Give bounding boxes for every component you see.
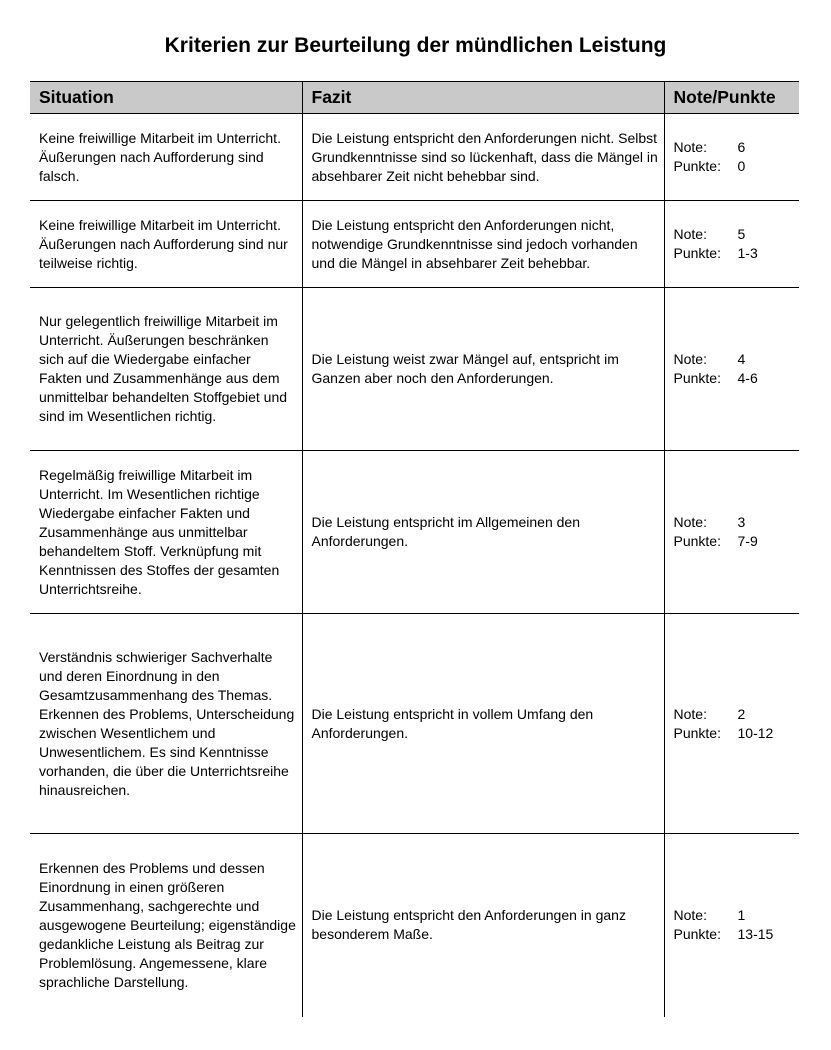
- punkte-value: 7-9: [737, 533, 758, 549]
- note-value: 3: [737, 514, 746, 530]
- fazit-cell: Die Leistung weist zwar Mängel auf, entspricht im Ganzen aber noch den Anforderungen.: [302, 288, 664, 451]
- grade-cell: [664, 834, 799, 1017]
- grade-cell: [664, 614, 799, 834]
- situation-cell: Verständnis schwieriger Sachverhalte und deren Einordnung in den Gesamtzusammenhang des Themas. Erkennen des Problems, Unterscheidung zwischen Wesentlichem und Unwesentlichem. Es sind Kenntnisse vorhanden, die über die Unterrichtsreihe hinausreichen.: [30, 614, 302, 834]
- punkte-value: 13-15: [737, 926, 774, 943]
- table-row: [30, 288, 799, 451]
- punkte-label: Punkte:: [673, 533, 721, 549]
- punkte-value: 10-12: [737, 724, 774, 741]
- page-title: Kriterien zur Beurteilung der mündlichen Leistung: [164, 34, 667, 57]
- table-header-row: [30, 82, 799, 114]
- column-header-fazit: Fazit: [302, 82, 664, 114]
- situation-cell: Regelmäßig freiwillige Mitarbeit im Unterricht. Im Wesentlichen richtige Wiedergabe einfacher Fakten und Zusammenhänge aus unmittelbar behandeltem Stoff. Verknüpfung mit Kenntnissen des Stoffes der gesamten Unterrichtsreihe.: [30, 451, 302, 614]
- fazit-cell: Die Leistung entspricht den Anforderungen in ganz besonderem Maße.: [302, 834, 664, 1017]
- table-row: [30, 114, 799, 201]
- column-header-situation: Situation: [30, 82, 302, 114]
- note-value: 1: [737, 907, 746, 924]
- grade-cell: [664, 114, 799, 201]
- punkte-label: Punkte:: [673, 370, 721, 386]
- table-row: [30, 201, 799, 288]
- note-label: Note:: [673, 705, 707, 722]
- punkte-label: Punkte:: [673, 926, 721, 943]
- fazit-cell: Die Leistung entspricht den Anforderungen nicht. Selbst Grundkenntnisse sind so lückenhaft, dass die Mängel in absehbarer Zeit nicht behebbar sind.: [302, 114, 664, 201]
- note-label: Note:: [673, 514, 707, 530]
- note-label: Note:: [673, 226, 707, 242]
- grade-cell: [664, 201, 799, 288]
- grade-cell: [664, 451, 799, 614]
- criteria-table: [30, 81, 799, 1017]
- note-label: Note:: [673, 351, 707, 367]
- table-row: [30, 451, 799, 614]
- note-value: 2: [737, 705, 746, 722]
- table-row: [30, 614, 799, 834]
- grade-cell: [664, 288, 799, 451]
- punkte-label: Punkte:: [673, 245, 721, 261]
- situation-cell: Nur gelegentlich freiwillige Mitarbeit im Unterricht. Äußerungen beschränken sich auf die Wiedergabe einfacher Fakten und Zusammenhänge aus dem unmittelbar behandelten Stoffgebiet und sind im Wesentlichen richtig.: [30, 288, 302, 451]
- punkte-label: Punkte:: [673, 158, 721, 174]
- punkte-label: Punkte:: [673, 724, 721, 741]
- situation-cell: Keine freiwillige Mitarbeit im Unterricht. Äußerungen nach Aufforderung sind falsch.: [30, 114, 302, 201]
- fazit-cell: Die Leistung entspricht in vollem Umfang den Anforderungen.: [302, 614, 664, 834]
- fazit-cell: Die Leistung entspricht den Anforderungen nicht, notwendige Grundkenntnisse sind jedoch vorhanden und die Mängel in absehbarer Zeit behebbar.: [302, 201, 664, 288]
- situation-cell: Erkennen des Problems und dessen Einordnung in einen größeren Zusammenhang, sachgerechte und ausgewogene Beurteilung; eigenständige gedankliche Leistung als Beitrag zur Problemlösung. Angemessene, klare sprachliche Darstellung.: [39, 859, 296, 990]
- note-label: Note:: [673, 139, 707, 155]
- punkte-value: 1-3: [737, 245, 758, 261]
- situation-cell: Keine freiwillige Mitarbeit im Unterricht. Äußerungen nach Aufforderung sind nur teilweise richtig.: [30, 201, 302, 288]
- punkte-value: 0: [737, 158, 746, 174]
- note-value: 4: [737, 351, 746, 367]
- punkte-value: 4-6: [737, 370, 758, 386]
- note-value: 5: [737, 226, 746, 242]
- table-row: [30, 834, 799, 1017]
- note-label: Note:: [673, 907, 707, 924]
- note-value: 6: [737, 139, 746, 155]
- column-header-note-punkte: Note/Punkte: [664, 82, 799, 114]
- fazit-cell: Die Leistung entspricht im Allgemeinen den Anforderungen.: [302, 451, 664, 614]
